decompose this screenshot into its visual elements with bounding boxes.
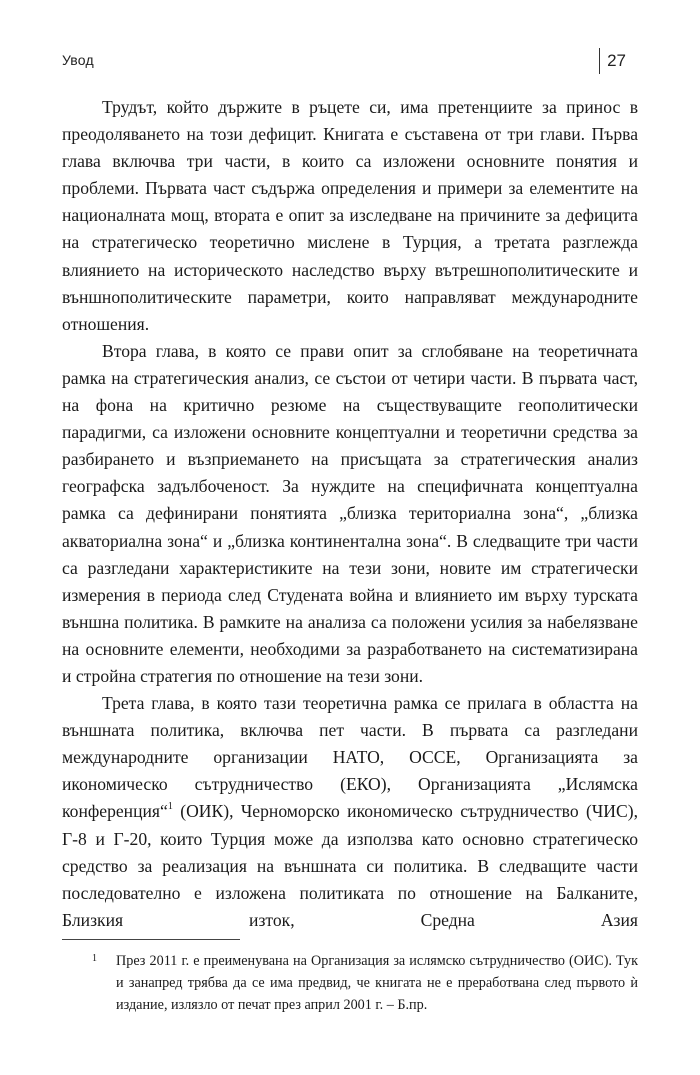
- footnote-separator: [62, 939, 240, 940]
- footnote: [62, 950, 638, 1017]
- running-title: Увод: [62, 52, 94, 68]
- paragraph-2: Втора глава, в която се прави опит за сглобяване на теоретичната рамка на стратегическия анализ, се състои от четири части. В първата част, на фона на критично резюме на съществуващите геополитически парадигми, са изложени основните концептуални и теоретични средства за разбирането и възприемането на присъщата за стратегическия анализ географска задълбоченост. За нуждите на специфичната концептуална рамка са дефинирани понятията „близка териториална зона“, „близка акваториална зона“ и „близка континентална зона“. В следващите три части са разгледани характеристиките на тези зони, новите им стратегически измерения в периода след Студената война и влиянието им върху турската външна политика. В рамките на анализа са положени усилия за набелязване на основните елементи, необходими за разработването на систематизирана и стройна стратегия по отношение на тези зони.: [62, 340, 638, 686]
- paragraph-3: [62, 690, 638, 934]
- folio-divider: [599, 48, 600, 74]
- footnote-text: През 2011 г. е преименувана на Организация за ислямско сътрудничество (ОИС). Тук и занапред трябва да се има предвид, че книгата не е преработвана след първото ѝ издание, излязло от печат през април 2001 г. – Б.пр.: [116, 953, 638, 1014]
- page-number-block: [599, 48, 626, 74]
- footnote-mark: 1: [92, 953, 97, 964]
- paragraph-3-part-2: (ОИК), Черноморско икономическо сътрудничество (ЧИС), Г-8 и Г-20, които Турция може да използва като основно стратегическо средство за реализация на външната си политика. В следващите части последователно е изложена политиката по отношение на Балканите, Близкия изток, Средна Азия: [62, 801, 638, 930]
- main-text: [62, 94, 638, 934]
- paragraph-3-part-1: Трета глава, в която тази теоретична рамка се прилага в областта на външната политика, включва пет части. В първата са разгледани международните организации НАТО, ОССЕ, Организацията за икономическо сътрудничество (ЕКО), Организацията „Ислямска конференция“: [62, 693, 638, 822]
- paragraph-1: Трудът, който държите в ръцете си, има претенциите за принос в преодоляването на този дефицит. Книгата е съставена от три глави. Първа глава включва три части, в които са изложени основните понятия и проблеми. Първата част съдържа определения и примери за елементите на националната мощ, втората е опит за изследване на причините за дефицита на стратегическо теоретично мислене в Турция, а третата разглежда влиянието на историческото наследство върху вътрешнополитическите и външнополитическите параметри, които направляват международните отношения.: [62, 97, 638, 334]
- page-number: 27: [607, 51, 626, 70]
- footnote-reference[interactable]: 1: [167, 800, 173, 812]
